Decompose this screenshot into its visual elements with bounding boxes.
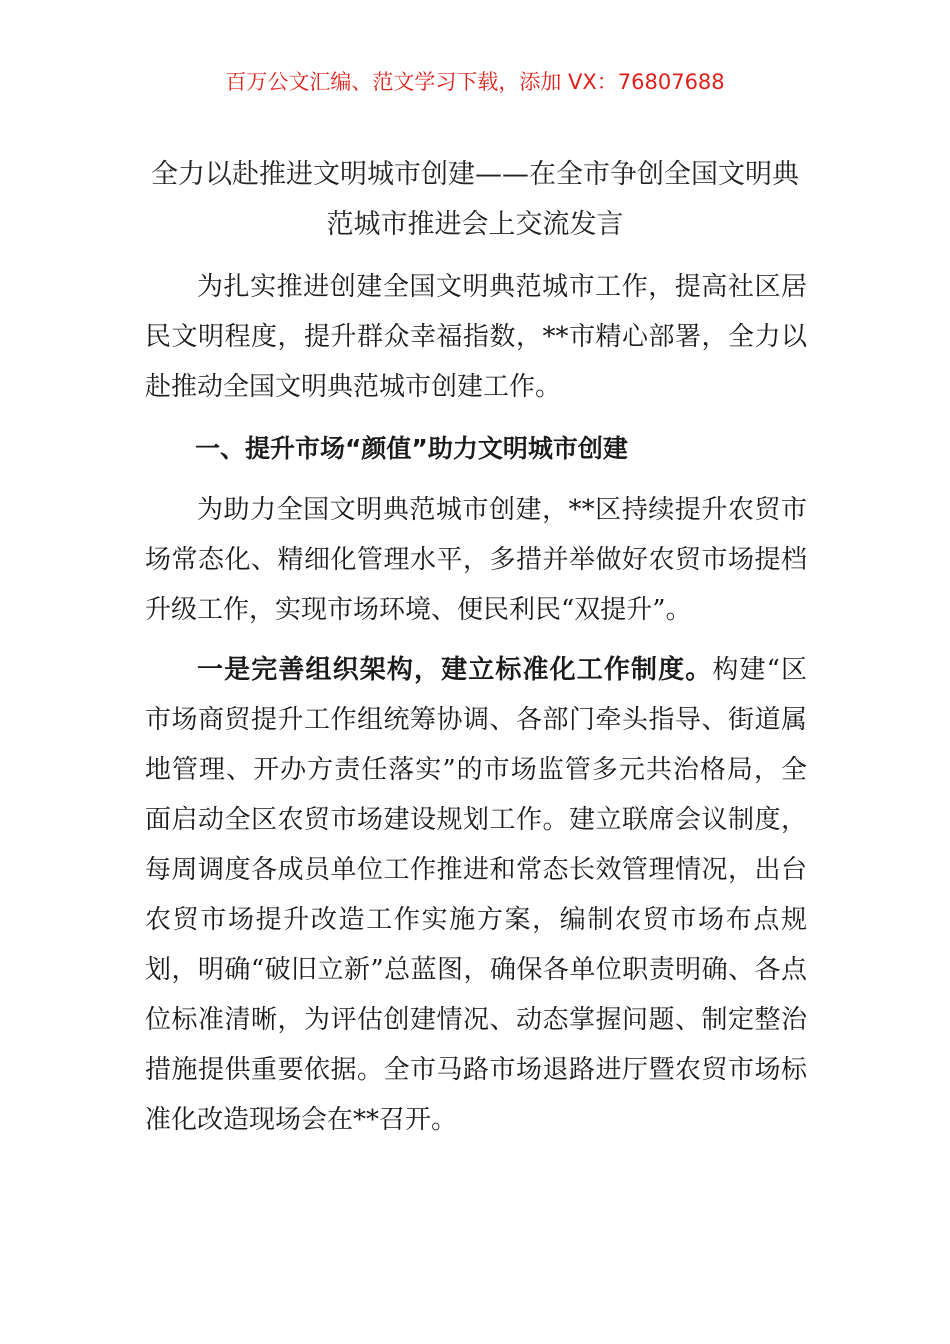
- section1-intro-block: [145, 485, 807, 635]
- point1-lead: 一是完善组织架构，建立标准化工作制度。: [197, 655, 713, 685]
- intro-paragraph: 为扎实推进创建全国文明典范城市工作，提高社区居民文明程度，提升群众幸福指数，**市精心部署，全力以赴推动全国文明典范城市创建工作。: [145, 272, 807, 402]
- point1-paragraph: [145, 645, 807, 1145]
- section1-heading-block: [145, 424, 807, 474]
- document-title: 全力以赴推进文明城市创建——在全市争创全国文明典范城市推进会上交流发言: [151, 159, 799, 240]
- point1-body: 构建“区市场商贸提升工作组统筹协调、各部门牵头指导、街道属地管理、开办方责任落实”的市场监管多元共治格局，全面启动全区农贸市场建设规划工作。建立联席会议制度，每周调度各成员单位工作推进和常态长效管理情况，出台农贸市场提升改造工作实施方案，编制农贸市场布点规划，明确“破旧立新”总蓝图，确保各单位职责明确、各点位标准清晰，为评估创建情况、动态掌握问题、制定整治措施提供重要依据。全市马路市场退路进厅暨农贸市场标准化改造现场会在**召开。: [145, 655, 807, 1135]
- header-note: 百万公文汇编、范文学习下载，添加 VX：76807688: [225, 70, 725, 94]
- section1-intro-paragraph: 为助力全国文明典范城市创建，**区持续提升农贸市场常态化、精细化管理水平，多措并举做好农贸市场提档升级工作，实现市场环境、便民利民“双提升”。: [145, 495, 807, 625]
- intro-block: [145, 262, 807, 412]
- point1-block: [145, 645, 807, 1145]
- section1-heading: 一、提升市场“颜值”助力文明城市创建: [195, 434, 628, 463]
